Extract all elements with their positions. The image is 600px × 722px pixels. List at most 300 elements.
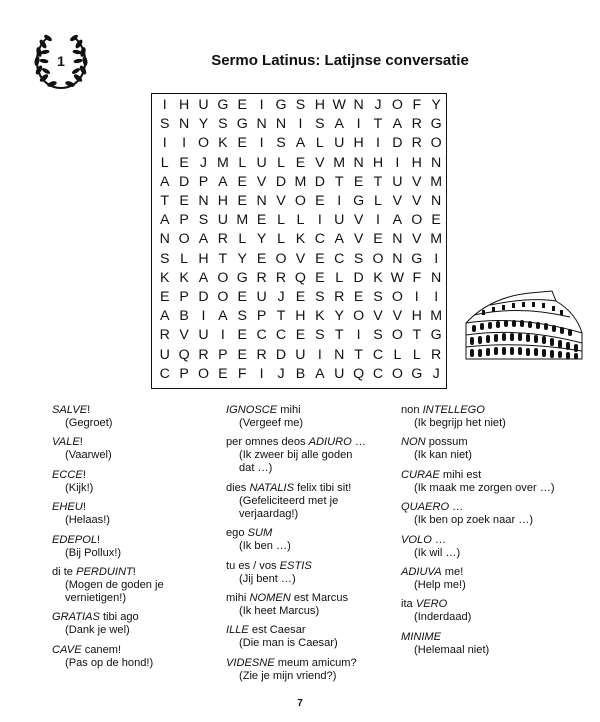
- grid-letter[interactable]: H: [314, 97, 325, 113]
- grid-letter[interactable]: I: [162, 135, 167, 152]
- grid-letter[interactable]: E: [218, 365, 228, 382]
- grid-row: [155, 154, 446, 173]
- grid-letter[interactable]: L: [277, 154, 285, 171]
- grid-letter[interactable]: O: [372, 250, 384, 267]
- keyword: IGNOSCE: [226, 404, 278, 416]
- grid-letter[interactable]: G: [411, 250, 423, 267]
- grid-letter[interactable]: I: [376, 135, 380, 152]
- grid-letter[interactable]: S: [315, 116, 325, 133]
- grid-letter[interactable]: I: [317, 346, 322, 363]
- grid-letter[interactable]: I: [356, 116, 361, 133]
- grid-letter[interactable]: S: [373, 289, 383, 306]
- phrase-text: canem!: [81, 643, 122, 656]
- grid-letter[interactable]: S: [159, 250, 170, 267]
- phrase-entry: [52, 436, 164, 462]
- grid-letter[interactable]: U: [392, 173, 403, 190]
- grid-letter[interactable]: O: [430, 135, 442, 152]
- grid-letter[interactable]: T: [160, 193, 170, 210]
- grid-letter[interactable]: R: [159, 327, 170, 344]
- grid-letter[interactable]: G: [236, 116, 248, 133]
- grid-letter[interactable]: E: [237, 346, 247, 363]
- keyword: NOMEN: [249, 591, 291, 604]
- grid-letter[interactable]: U: [295, 346, 306, 363]
- grid-letter[interactable]: E: [295, 327, 306, 344]
- grid-letter[interactable]: T: [276, 308, 286, 325]
- grid-letter[interactable]: L: [277, 231, 285, 248]
- grid-letter[interactable]: R: [431, 346, 442, 363]
- grid-letter[interactable]: C: [256, 327, 267, 344]
- grid-letter[interactable]: E: [237, 289, 247, 306]
- grid-letter[interactable]: O: [197, 365, 209, 382]
- grid-letter[interactable]: J: [277, 289, 285, 306]
- keyword: NON: [401, 436, 426, 449]
- keyword: PERDUINT: [76, 565, 133, 578]
- keyword: CURAE: [401, 468, 440, 481]
- grid-letter[interactable]: S: [295, 97, 306, 113]
- latin-phrase: [226, 560, 366, 573]
- grid-letter[interactable]: R: [217, 231, 228, 248]
- latin-phrase: [52, 611, 164, 624]
- grid-letter[interactable]: E: [179, 154, 189, 171]
- grid-letter[interactable]: N: [392, 250, 403, 267]
- grid-letter[interactable]: E: [159, 289, 170, 306]
- grid-letter[interactable]: T: [373, 173, 383, 190]
- phrase-text: !: [79, 436, 83, 449]
- grid-letter[interactable]: E: [237, 135, 247, 152]
- grid-letter[interactable]: E: [373, 231, 383, 248]
- grid-row: [155, 211, 446, 230]
- phrase-column-3: [401, 404, 555, 663]
- dutch-translation: (Ik heet Marcus): [239, 604, 320, 617]
- grid-letter[interactable]: T: [373, 116, 383, 133]
- grid-letter[interactable]: I: [182, 135, 187, 152]
- grid-letter[interactable]: P: [179, 365, 189, 382]
- grid-letter[interactable]: D: [392, 135, 403, 152]
- grid-letter[interactable]: V: [276, 193, 286, 210]
- grid-letter[interactable]: V: [315, 154, 325, 171]
- grid-letter[interactable]: A: [334, 231, 344, 248]
- grid-letter[interactable]: R: [411, 135, 422, 152]
- grid-letter[interactable]: V: [179, 327, 189, 344]
- grid-letter[interactable]: I: [298, 116, 303, 133]
- grid-letter[interactable]: G: [411, 365, 423, 382]
- grid-letter[interactable]: L: [160, 154, 169, 171]
- grid-letter[interactable]: G: [430, 116, 442, 133]
- grid-letter[interactable]: C: [314, 231, 325, 248]
- grid-letter[interactable]: E: [256, 250, 267, 267]
- grid-letter[interactable]: I: [434, 289, 439, 306]
- grid-letter[interactable]: M: [430, 231, 443, 248]
- grid-letter[interactable]: E: [237, 193, 247, 210]
- grid-letter[interactable]: P: [179, 289, 189, 306]
- grid-letter[interactable]: K: [315, 308, 325, 325]
- grid-letter[interactable]: E: [431, 212, 441, 229]
- grid-letter[interactable]: H: [353, 135, 364, 152]
- grid-letter[interactable]: R: [256, 346, 267, 363]
- grid-letter[interactable]: F: [412, 97, 422, 113]
- grid-letter[interactable]: T: [334, 173, 344, 190]
- grid-letter[interactable]: A: [315, 365, 325, 382]
- grid-letter[interactable]: E: [295, 289, 306, 306]
- grid-letter[interactable]: Y: [431, 97, 441, 113]
- grid-letter[interactable]: H: [411, 154, 422, 171]
- grid-letter[interactable]: N: [353, 154, 364, 171]
- grid-letter[interactable]: K: [218, 135, 228, 152]
- latin-phrase: [401, 534, 555, 547]
- grid-letter[interactable]: T: [412, 327, 422, 344]
- grid-letter[interactable]: A: [392, 116, 403, 133]
- grid-letter[interactable]: E: [295, 154, 306, 171]
- grid-letter[interactable]: I: [414, 289, 419, 306]
- grid-row: [155, 250, 446, 269]
- grid-letter[interactable]: A: [198, 269, 209, 286]
- grid-letter[interactable]: I: [201, 308, 206, 325]
- grid-letter[interactable]: L: [412, 346, 421, 363]
- grid-letter[interactable]: Q: [178, 346, 190, 363]
- grid-letter[interactable]: E: [315, 193, 325, 210]
- grid-letter[interactable]: H: [178, 97, 190, 113]
- grid-row: [155, 326, 446, 345]
- phrase-entry: [401, 534, 555, 560]
- grid-row: [155, 134, 446, 153]
- grid-letter[interactable]: U: [334, 135, 345, 152]
- grid-letter[interactable]: A: [392, 212, 403, 229]
- dutch-translation: (Help me!): [414, 578, 466, 591]
- keyword: ADIUVA: [401, 565, 442, 578]
- grid-letter[interactable]: H: [295, 308, 306, 325]
- phrase-entry: [226, 527, 366, 553]
- grid-letter[interactable]: C: [159, 365, 170, 382]
- phrase-text: ego: [226, 527, 248, 540]
- grid-letter[interactable]: V: [256, 173, 267, 190]
- phrase-column-1: [52, 404, 164, 676]
- phrase-entry: [52, 404, 164, 430]
- grid-letter[interactable]: T: [218, 250, 228, 267]
- phrase-text: !: [97, 533, 101, 546]
- grid-letter[interactable]: J: [374, 97, 382, 113]
- phrase-text: non: [401, 404, 423, 416]
- grid-letter[interactable]: A: [218, 173, 228, 190]
- grid-letter[interactable]: W: [332, 97, 346, 113]
- grid-letter[interactable]: J: [199, 154, 208, 171]
- grid-letter[interactable]: I: [220, 327, 225, 344]
- grid-letter[interactable]: N: [178, 116, 190, 133]
- grid-letter[interactable]: N: [431, 193, 442, 210]
- grid-letter[interactable]: U: [334, 365, 345, 382]
- grid-letter[interactable]: N: [334, 346, 345, 363]
- keyword: EHEU: [52, 501, 83, 514]
- dutch-translation: (Vaarwel): [65, 449, 112, 462]
- grid-letter[interactable]: K: [159, 269, 170, 286]
- grid-letter[interactable]: A: [159, 212, 170, 229]
- grid-letter[interactable]: Y: [198, 116, 209, 133]
- phrase-entry: [52, 566, 164, 605]
- grid-letter[interactable]: U: [334, 212, 345, 229]
- grid-letter[interactable]: S: [218, 116, 228, 133]
- grid-letter[interactable]: G: [236, 269, 248, 286]
- grid-letter[interactable]: D: [275, 173, 287, 190]
- grid-letter[interactable]: O: [275, 250, 287, 267]
- grid-letter[interactable]: E: [179, 193, 189, 210]
- grid-letter[interactable]: B: [295, 365, 306, 382]
- dutch-translation: (Zie je mijn vriend?): [239, 669, 337, 682]
- grid-letter[interactable]: H: [372, 154, 384, 171]
- grid-letter[interactable]: E: [353, 289, 364, 306]
- grid-letter[interactable]: M: [216, 154, 229, 171]
- grid-letter[interactable]: I: [317, 212, 322, 229]
- grid-letter[interactable]: O: [217, 289, 229, 306]
- grid-letter[interactable]: U: [256, 289, 267, 306]
- phrase-column-2: [226, 404, 366, 689]
- phrase-text: …: [431, 533, 447, 546]
- grid-letter[interactable]: V: [412, 231, 422, 248]
- grid-letter[interactable]: G: [430, 327, 442, 344]
- grid-letter[interactable]: O: [391, 97, 403, 113]
- dutch-translation: (Gefeliciteerd met je: [239, 494, 339, 507]
- grid-letter[interactable]: W: [390, 269, 405, 286]
- grid-letter[interactable]: I: [259, 135, 264, 152]
- grid-letter[interactable]: L: [296, 212, 305, 229]
- grid-letter[interactable]: E: [353, 173, 364, 190]
- grid-letter[interactable]: P: [179, 212, 189, 229]
- grid-row: [155, 288, 446, 307]
- grid-letter[interactable]: S: [237, 308, 247, 325]
- grid-letter[interactable]: M: [430, 308, 443, 325]
- dutch-translation: (Ik wil …): [414, 546, 461, 559]
- grid-letter[interactable]: G: [353, 193, 365, 210]
- chapter-badge: [30, 30, 92, 92]
- keyword: SUM: [247, 527, 273, 540]
- grid-letter[interactable]: N: [275, 116, 287, 133]
- keyword: CAVE: [52, 643, 82, 656]
- grid-letter[interactable]: L: [315, 135, 324, 152]
- grid-letter[interactable]: H: [217, 193, 228, 210]
- grid-letter[interactable]: L: [238, 231, 247, 248]
- grid-letter[interactable]: G: [275, 97, 287, 113]
- grid-letter[interactable]: U: [198, 327, 209, 344]
- grid-letter[interactable]: O: [197, 135, 209, 152]
- grid-letter[interactable]: H: [411, 308, 422, 325]
- grid-letter[interactable]: S: [315, 289, 325, 306]
- grid-letter[interactable]: N: [431, 154, 442, 171]
- grid-letter[interactable]: A: [218, 308, 228, 325]
- grid-letter[interactable]: R: [334, 289, 345, 306]
- grid-letter[interactable]: O: [391, 327, 403, 344]
- word-search-table: [155, 96, 446, 384]
- grid-letter[interactable]: B: [179, 308, 189, 325]
- grid-letter[interactable]: F: [412, 269, 422, 286]
- grid-letter[interactable]: V: [373, 308, 383, 325]
- grid-letter[interactable]: U: [159, 346, 170, 363]
- grid-letter[interactable]: F: [237, 365, 247, 382]
- grid-letter[interactable]: S: [315, 327, 325, 344]
- dutch-translation: (Gegroet): [65, 417, 113, 429]
- grid-letter[interactable]: L: [180, 250, 189, 267]
- dutch-translation: (Ik zweer bij alle goden: [239, 449, 353, 462]
- grid-letter[interactable]: L: [238, 154, 247, 171]
- grid-letter[interactable]: M: [236, 212, 249, 229]
- grid-letter[interactable]: V: [412, 173, 422, 190]
- keyword: INTELLEGO: [422, 404, 485, 416]
- grid-letter[interactable]: A: [334, 116, 344, 133]
- latin-phrase: [226, 624, 366, 637]
- grid-letter[interactable]: K: [179, 269, 189, 286]
- grid-letter[interactable]: T: [334, 327, 344, 344]
- dutch-translation: (Ik ben …): [239, 540, 291, 553]
- grid-letter[interactable]: N: [256, 116, 267, 133]
- dutch-translation: dat …): [239, 462, 273, 475]
- phrase-text: est Marcus: [290, 591, 349, 604]
- grid-letter[interactable]: I: [259, 365, 264, 382]
- grid-letter[interactable]: E: [237, 173, 247, 190]
- dutch-translation: verjaardag!): [239, 507, 299, 520]
- grid-letter[interactable]: S: [159, 116, 170, 133]
- phrase-entry: [401, 631, 555, 657]
- grid-letter[interactable]: A: [198, 231, 209, 248]
- grid-letter[interactable]: P: [198, 173, 209, 190]
- dutch-translation: (Helemaal niet): [414, 643, 490, 656]
- grid-letter[interactable]: H: [198, 250, 209, 267]
- grid-letter[interactable]: S: [373, 327, 383, 344]
- grid-letter[interactable]: I: [356, 327, 361, 344]
- grid-letter[interactable]: I: [376, 212, 380, 229]
- grid-letter[interactable]: N: [353, 97, 364, 113]
- grid-letter[interactable]: J: [432, 365, 440, 382]
- grid-letter[interactable]: Y: [256, 231, 267, 248]
- grid-letter[interactable]: V: [353, 212, 364, 229]
- grid-letter[interactable]: L: [374, 193, 382, 210]
- phrase-text: mihi est: [439, 468, 482, 481]
- grid-letter[interactable]: N: [198, 193, 209, 210]
- grid-letter[interactable]: O: [353, 308, 365, 325]
- grid-letter[interactable]: C: [334, 250, 345, 267]
- grid-letter[interactable]: U: [256, 154, 267, 171]
- grid-letter[interactable]: G: [217, 97, 229, 113]
- grid-letter[interactable]: Q: [353, 365, 365, 382]
- chapter-number: 1: [57, 53, 65, 69]
- grid-letter[interactable]: E: [315, 250, 325, 267]
- grid-letter[interactable]: K: [295, 231, 306, 248]
- grid-letter[interactable]: A: [159, 173, 170, 190]
- phrase-text: dies: [226, 481, 250, 494]
- phrase-text: mihi: [277, 404, 301, 416]
- grid-letter[interactable]: D: [353, 269, 364, 286]
- latin-phrase: [226, 404, 366, 417]
- grid-letter[interactable]: V: [412, 193, 422, 210]
- grid-letter[interactable]: E: [237, 97, 247, 113]
- grid-letter[interactable]: N: [159, 231, 170, 248]
- grid-letter[interactable]: P: [256, 308, 267, 325]
- phrase-entry: [226, 436, 366, 475]
- phrase-text: felix tibi sit!: [294, 481, 352, 494]
- latin-phrase: [401, 404, 555, 417]
- grid-letter[interactable]: J: [277, 365, 285, 382]
- keyword: QUAERO: [401, 501, 450, 514]
- grid-letter[interactable]: O: [178, 231, 190, 248]
- grid-letter[interactable]: U: [217, 212, 228, 229]
- phrase-text: ita: [401, 598, 416, 611]
- grid-letter[interactable]: N: [431, 269, 442, 286]
- grid-letter[interactable]: Y: [334, 308, 344, 325]
- phrase-text: …: [449, 501, 464, 514]
- grid-letter[interactable]: I: [162, 97, 167, 113]
- grid-letter[interactable]: S: [276, 135, 286, 152]
- grid-letter[interactable]: S: [353, 250, 364, 267]
- grid-letter[interactable]: L: [277, 212, 285, 229]
- phrase-text: meum amicum?: [274, 656, 357, 669]
- grid-letter[interactable]: M: [430, 173, 443, 190]
- grid-letter[interactable]: E: [237, 327, 247, 344]
- grid-letter[interactable]: Q: [294, 269, 306, 286]
- grid-letter[interactable]: O: [217, 269, 229, 286]
- grid-letter[interactable]: C: [372, 346, 384, 363]
- grid-letter[interactable]: P: [218, 346, 228, 363]
- grid-letter[interactable]: A: [295, 135, 306, 152]
- grid-letter[interactable]: E: [256, 212, 267, 229]
- grid-letter[interactable]: K: [373, 269, 383, 286]
- latin-phrase: [401, 501, 555, 514]
- grid-letter[interactable]: N: [256, 193, 267, 210]
- grid-letter[interactable]: V: [392, 193, 403, 210]
- keyword: EDEPOL: [52, 533, 98, 546]
- grid-letter[interactable]: O: [391, 289, 403, 306]
- grid-letter[interactable]: I: [337, 193, 342, 210]
- phrase-entry: [401, 404, 555, 430]
- grid-letter[interactable]: R: [198, 346, 209, 363]
- grid-letter[interactable]: O: [411, 212, 423, 229]
- grid-letter[interactable]: V: [353, 231, 364, 248]
- latin-phrase: [401, 631, 555, 644]
- dutch-translation: (Ik begrijp het niet): [414, 417, 506, 429]
- grid-letter[interactable]: R: [275, 269, 287, 286]
- page-number: 7: [297, 698, 303, 709]
- dutch-translation: (Kijk!): [65, 481, 94, 494]
- grid-letter[interactable]: N: [392, 231, 403, 248]
- grid-letter[interactable]: D: [198, 289, 209, 306]
- grid-letter[interactable]: O: [391, 365, 403, 382]
- phrase-entry: [226, 624, 366, 650]
- grid-letter[interactable]: R: [256, 269, 267, 286]
- latin-phrase: [226, 592, 366, 605]
- grid-letter[interactable]: M: [294, 173, 307, 190]
- grid-letter[interactable]: S: [198, 212, 209, 229]
- grid-row: [155, 365, 446, 384]
- grid-letter[interactable]: R: [411, 116, 422, 133]
- grid-letter[interactable]: L: [335, 269, 344, 286]
- grid-letter[interactable]: E: [315, 269, 325, 286]
- grid-letter[interactable]: A: [159, 308, 170, 325]
- grid-letter[interactable]: D: [275, 346, 287, 363]
- grid-letter[interactable]: M: [333, 154, 346, 171]
- grid-letter[interactable]: D: [178, 173, 190, 190]
- grid-letter[interactable]: O: [294, 193, 306, 210]
- grid-letter[interactable]: I: [434, 250, 439, 267]
- grid-letter[interactable]: C: [275, 327, 287, 344]
- grid-letter[interactable]: Y: [237, 250, 247, 267]
- grid-letter[interactable]: U: [198, 97, 209, 113]
- grid-letter[interactable]: V: [295, 250, 306, 267]
- grid-letter[interactable]: I: [395, 154, 400, 171]
- grid-letter[interactable]: T: [354, 346, 363, 363]
- latin-phrase: [401, 598, 555, 611]
- grid-letter[interactable]: D: [314, 173, 325, 190]
- grid-letter[interactable]: C: [372, 365, 384, 382]
- grid-letter[interactable]: V: [392, 308, 403, 325]
- grid-letter[interactable]: L: [393, 346, 402, 363]
- grid-letter[interactable]: I: [259, 97, 264, 113]
- dutch-translation: (Mogen de goden je: [65, 578, 164, 591]
- phrase-entry: [226, 482, 366, 521]
